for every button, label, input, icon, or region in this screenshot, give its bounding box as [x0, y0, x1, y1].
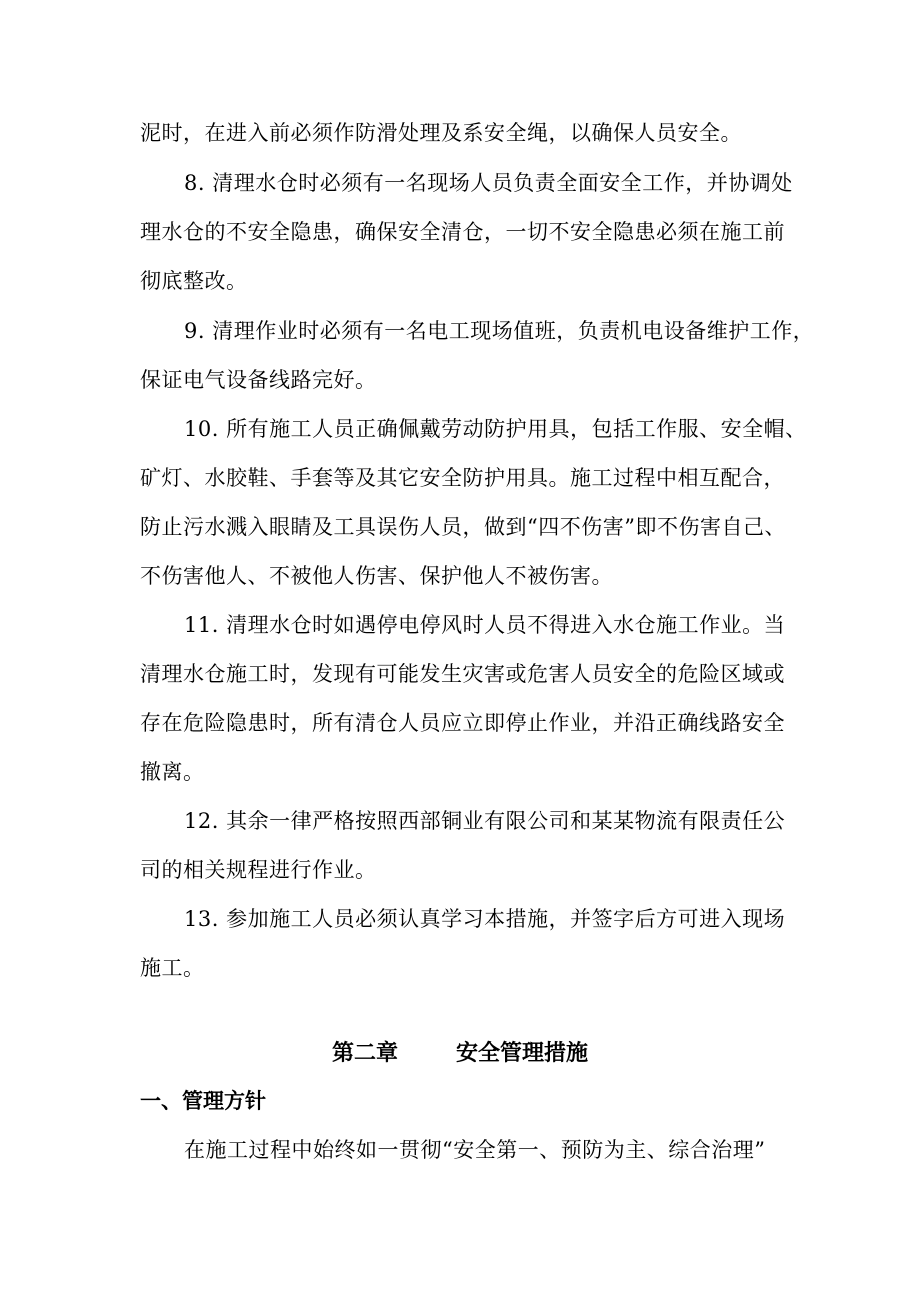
paragraph-line: 理水仓的不安全隐患，确保安全清仓，一切不安全隐患必须在施工前 [140, 220, 785, 244]
chapter-number: 第二章 [331, 1040, 398, 1066]
paragraph-line: 施工。 [140, 956, 205, 980]
paragraph-line: 彻底整改。 [140, 269, 248, 293]
paragraph-line: 矿灯、水胶鞋、手套等及其它安全防护用具。施工过程中相互配合， [140, 466, 785, 490]
paragraph-line: 10. 所有施工人员正确佩戴劳动防护用具，包括工作服、安全帽、 [184, 417, 807, 441]
paragraph-line: 8. 清理水仓时必须有一名现场人员负责全面安全工作，并协调处 [184, 171, 793, 195]
paragraph-line: 在施工过程中始终如一贯彻“安全第一、预防为主、综合治理” [184, 1138, 766, 1162]
section-heading: 一、管理方针 [140, 1088, 266, 1113]
paragraph-line: 撤离。 [140, 760, 205, 784]
paragraph-line: 11. 清理水仓时如遇停电停风时人员不得进入水仓施工作业。当 [184, 613, 786, 637]
paragraph-line: 存在危险隐患时，所有清仓人员应立即停止作业，并沿正确线路安全 [140, 711, 785, 735]
paragraph-line: 防止污水溅入眼睛及工具误伤人员，做到“四不伤害”即不伤害自己、 [140, 515, 786, 539]
paragraph-line: 保证电气设备线路完好。 [140, 368, 377, 392]
paragraph-line: 12. 其余一律严格按照西部铜业有限公司和某某物流有限责任公 [184, 809, 786, 833]
paragraph-line: 清理水仓施工时，发现有可能发生灾害或危害人员安全的危险区域或 [140, 662, 785, 686]
paragraph-line: 不伤害他人、不被他人伤害、保护他人不被伤害。 [140, 564, 613, 588]
paragraph-line: 9. 清理作业时必须有一名电工现场值班，负责机电设备维护工作， [184, 319, 815, 343]
chapter-title: 安全管理措施 [456, 1040, 589, 1066]
paragraph-line: 13. 参加施工人员必须认真学习本措施，并签字后方可进入现场 [184, 907, 786, 931]
chapter-heading [0, 1038, 920, 1068]
paragraph-line: 司的相关规程进行作业。 [140, 858, 377, 882]
paragraph-line: 泥时，在进入前必须作防滑处理及系安全绳，以确保人员安全。 [140, 121, 742, 145]
